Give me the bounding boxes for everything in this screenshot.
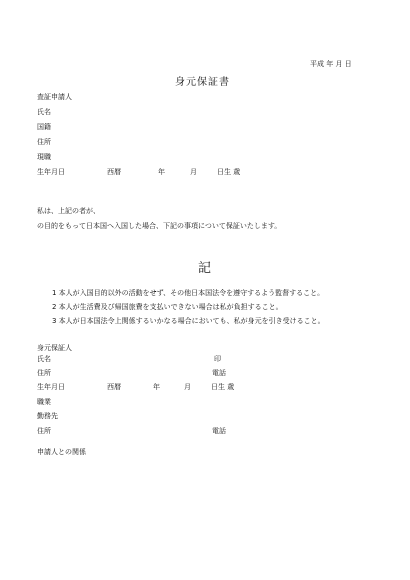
guarantor-workplace-label: 勤務先 xyxy=(37,412,58,420)
item-3: 3 本人が日本国法令上関係するいかなる場合においても、私が身元を引き受けること。 xyxy=(52,317,325,325)
statement-line-2: の目的をもって日本国へ入国した場合、下記の事項について保証いたします。 xyxy=(37,222,282,230)
applicant-heading: 査証申請人 xyxy=(37,93,72,101)
guarantor-day-age: 日生 歳 xyxy=(211,383,235,391)
item-2: 2 本人が生活費及び帰国旅費を支払いできない場合は私が負担すること。 xyxy=(52,303,283,311)
guarantor-occupation-label: 職業 xyxy=(37,398,51,406)
guarantor-era: 西暦 xyxy=(107,383,121,391)
ki-heading: 記 xyxy=(198,261,213,276)
guarantor-work-phone-label: 電話 xyxy=(212,427,226,435)
guarantor-address-label: 住所 xyxy=(37,369,51,377)
document-title: 身元保証書 xyxy=(175,77,230,88)
applicant-address-label: 住所 xyxy=(37,138,51,146)
guarantor-phone-label: 電話 xyxy=(212,369,226,377)
applicant-month: 月 xyxy=(190,168,197,176)
statement-line-1: 私は、上記の者が、 xyxy=(37,207,100,215)
applicant-birth-label: 生年月日 xyxy=(37,168,65,176)
document-date: 平成 年 月 日 xyxy=(310,60,352,68)
applicant-era: 西暦 xyxy=(107,168,121,176)
applicant-nationality-label: 国籍 xyxy=(37,123,51,131)
applicant-day-age: 日生 歳 xyxy=(217,168,241,176)
guarantor-year: 年 xyxy=(153,383,160,391)
item-1: 1 本人が入国目的以外の活動をせず、その他日本国法令を遵守するよう監督すること。 xyxy=(52,289,325,297)
guarantor-name-label: 氏名 xyxy=(37,355,51,363)
applicant-year: 年 xyxy=(158,168,165,176)
guarantor-month: 月 xyxy=(184,383,191,391)
guarantor-work-address-label: 住所 xyxy=(37,427,51,435)
relation-label: 申請人との関係 xyxy=(37,448,86,456)
guarantor-seal: 印 xyxy=(214,355,221,363)
applicant-name-label: 氏名 xyxy=(37,108,51,116)
guarantor-birth-label: 生年月日 xyxy=(37,383,65,391)
guarantor-heading: 身元保証人 xyxy=(37,344,72,352)
applicant-occupation-label: 現職 xyxy=(37,153,51,161)
